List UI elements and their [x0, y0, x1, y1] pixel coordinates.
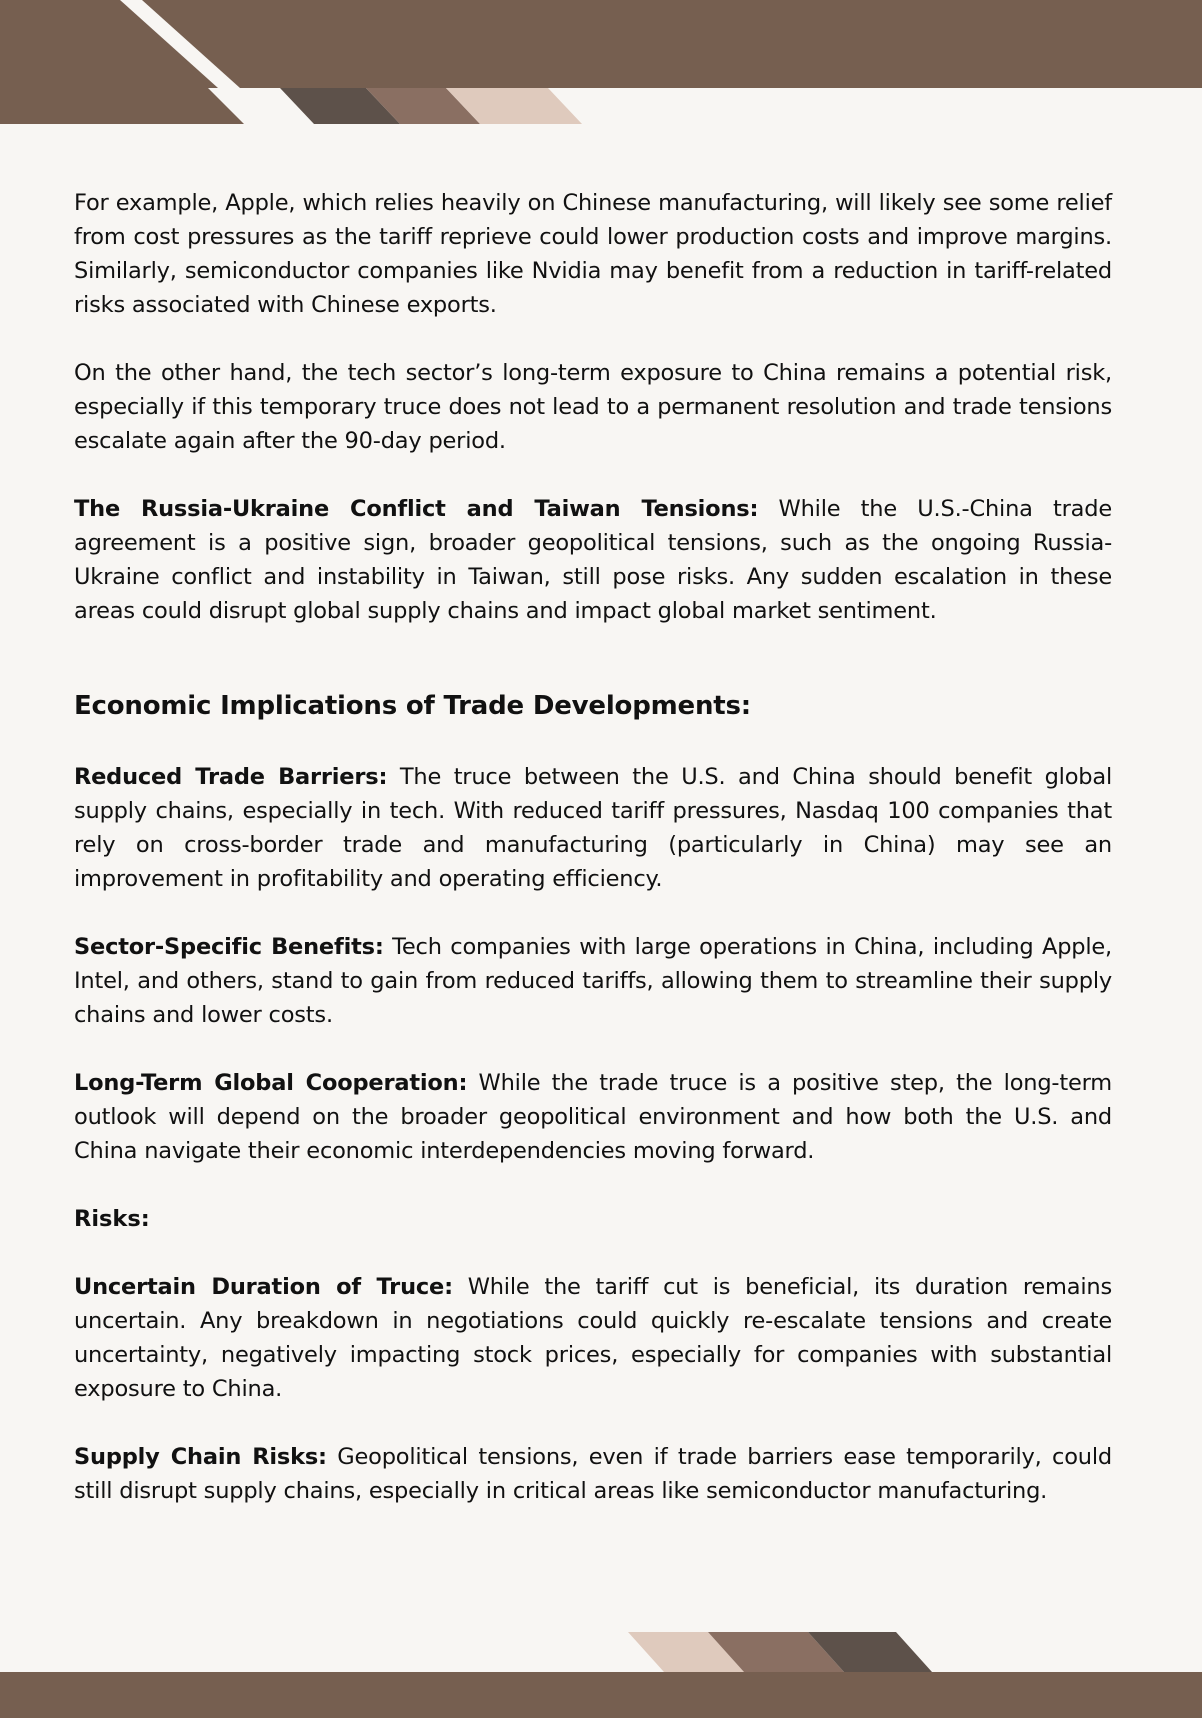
intro-paragraph-2: [74, 356, 1112, 458]
sector-benefits-label: Sector-Specific Benefits:: [74, 934, 384, 960]
global-cooperation-label: Long-Term Global Cooperation:: [74, 1070, 468, 1096]
header-decoration: [0, 0, 1202, 126]
footer-band: [0, 1672, 1202, 1718]
footer-decoration: [0, 1632, 1202, 1718]
intro-paragraph-1-text: For example, Apple, which relies heavily on Chinese manufacturing, will likely see some relief from cost pressures as the tariff reprieve could lower production costs and improve margins. Similarly, semiconductor companies like Nvidia may benefit from a reduction in tariff-related risks associated with Chinese exports.: [74, 190, 1112, 318]
global-cooperation-paragraph: [74, 1066, 1112, 1168]
intro-paragraph-2-text: On the other hand, the tech sector’s long-term exposure to China remains a potential risk, especially if this temporary truce does not lead to a permanent resolution and trade tensions escalate again after the 90-day period.: [74, 360, 1112, 454]
reduced-trade-barriers-label: Reduced Trade Barriers:: [74, 764, 388, 790]
geopolitics-label: The Russia-Ukraine Conflict and Taiwan Tensions:: [74, 496, 759, 522]
article-body: [74, 186, 1112, 1508]
sector-benefits-text: Tech companies with large operations in China, including Apple, Intel, and others, stand to gain from reduced tariffs, allowing them to streamline their supply chains and lower costs.: [74, 934, 1113, 1028]
section-heading: Economic Implications of Trade Developments:: [74, 691, 751, 721]
supply-chain-risks-label: Supply Chain Risks:: [74, 1444, 327, 1470]
sector-benefits-paragraph: [74, 930, 1112, 1032]
supply-chain-risks-text: Geopolitical tensions, even if trade barriers ease temporarily, could still disrupt supply chains, especially in critical areas like semiconductor manufacturing.: [74, 1444, 1112, 1504]
reduced-trade-barriers-paragraph: [74, 760, 1112, 896]
global-cooperation-text: While the trade truce is a positive step, the long-term outlook will depend on the broader geopolitical environment and how both the U.S. and China navigate their economic interdependencies moving forward.: [74, 1070, 1112, 1164]
geopolitics-paragraph: [74, 492, 1112, 628]
truce-duration-paragraph: [74, 1270, 1112, 1406]
truce-duration-text: While the tariff cut is beneficial, its duration remains uncertain. Any breakdown in negotiations could quickly re-escalate tensions and create uncertainty, negatively impacting stock prices, especially for companies with substantial exposure to China.: [74, 1274, 1112, 1402]
risks-heading: Risks:: [74, 1206, 150, 1232]
intro-paragraph-1: [74, 186, 1112, 322]
supply-chain-risks-paragraph: [74, 1440, 1112, 1508]
truce-duration-label: Uncertain Duration of Truce:: [74, 1274, 453, 1300]
geopolitics-text: While the U.S.-China trade agreement is a positive sign, broader geopolitical tensions, such as the ongoing Russia-Ukraine conflict and instability in Taiwan, still pose risks. Any sudden escalation in these areas could disrupt global supply chains and impact global market sentiment.: [74, 496, 1112, 624]
reduced-trade-barriers-text: The truce between the U.S. and China should benefit global supply chains, especially in tech. With reduced tariff pressures, Nasdaq 100 companies that rely on cross-border trade and manufacturing (particularly in China) may see an improvement in profitability and operating efficiency.: [74, 764, 1112, 892]
